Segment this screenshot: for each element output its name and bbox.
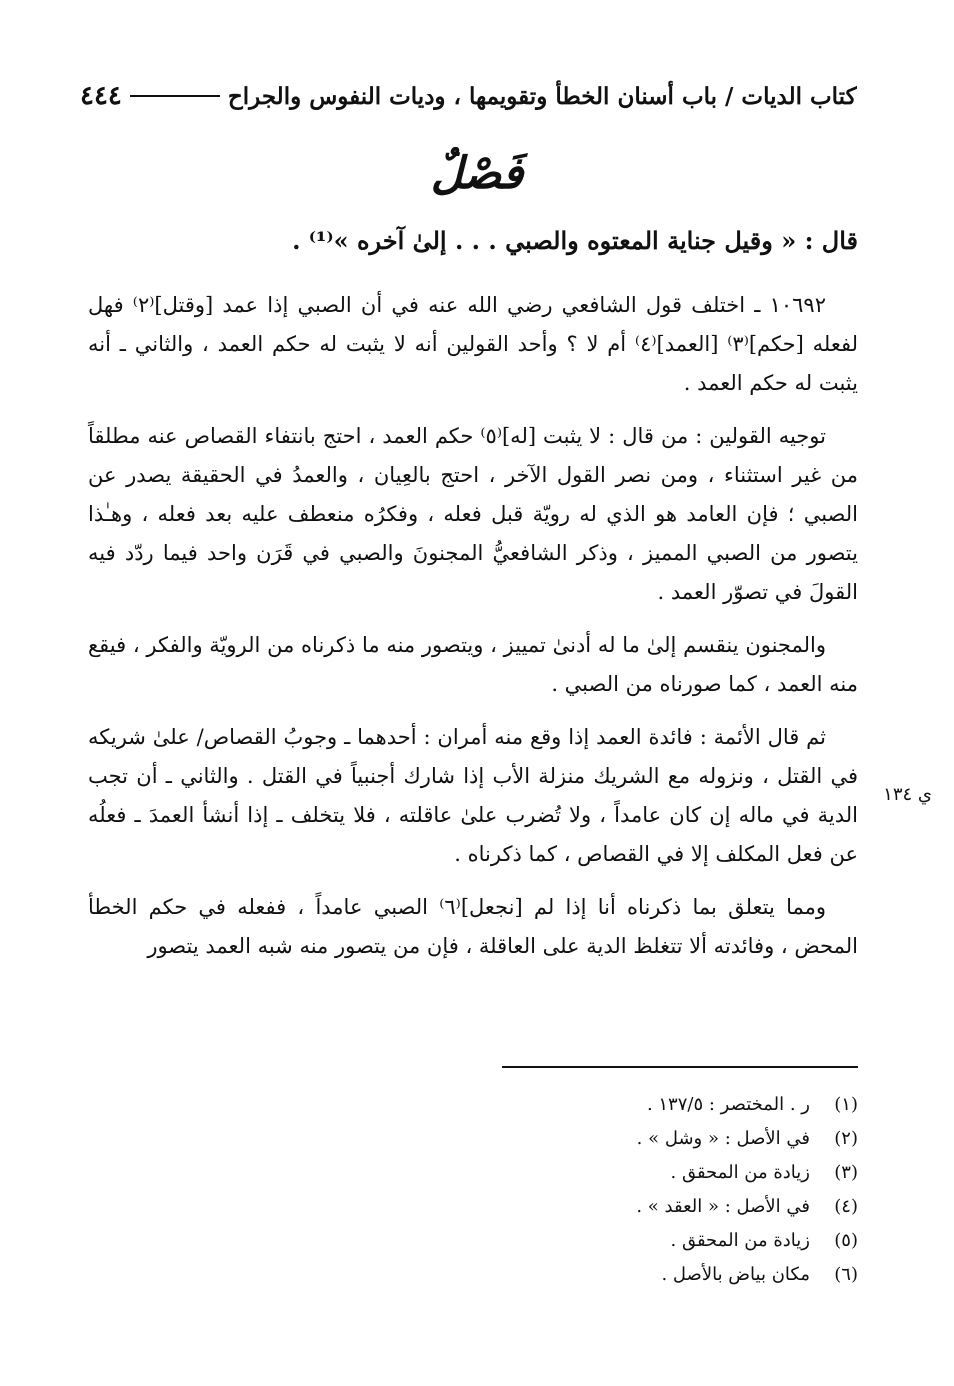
- footnote-number: (٦): [834, 1264, 858, 1285]
- footnote-number: (١): [834, 1094, 858, 1115]
- paragraph: والمجنون ينقسم إلىٰ ما له أدنىٰ تمييز ، ويتصور منه ما ذكرناه من الرويّة والفكر ، فيقع منه العمد ، كما صورناه من الصبي .: [88, 633, 858, 696]
- footnote-text: في الأصل : « العقد » .: [636, 1196, 810, 1217]
- body-text: [88, 286, 858, 980]
- running-title: كتاب الديات / باب أسنان الخطأ وتقويمها ، وديات النفوس والجراح: [227, 82, 857, 110]
- footnote-text: في الأصل : « وشل » .: [636, 1128, 810, 1149]
- footnote-item: [358, 1088, 858, 1122]
- manuscript-margin-note: ي ١٣٤: [883, 784, 932, 805]
- footnote-text: ر . المختصر : ١٣٧/٥ .: [646, 1094, 810, 1115]
- footnote-divider: [502, 1066, 858, 1068]
- footnote-item: [358, 1258, 858, 1292]
- footnote-text: مكان بياض بالأصل .: [661, 1264, 810, 1285]
- footnote-number: (٥): [834, 1230, 858, 1251]
- footnotes-list: [358, 1088, 858, 1292]
- footnote-number: (٣): [834, 1162, 858, 1183]
- paragraph: ١٠٦٩٢ ـ اختلف قول الشافعي رضي الله عنه في أن الصبي إذا عمد [وقتل]⁽٢⁾ فهل لفعله [حكم]⁽٣⁾ [العمد]⁽٤⁾ أم لا ؟ وأحد القولين أنه لا يثبت له حكم العمد ، والثاني ـ أنه يثبت له حكم العمد .: [88, 293, 858, 395]
- paragraph: ومما يتعلق بما ذكرناه أنا إذا لم [نجعل]⁽٦⁾ الصبي عامداً ، ففعله في حكم الخطأ المحض ، وفائدته ألا تتغلظ الدية على العاقلة ، فإن من يتصور منه شبه العمد يتصور: [88, 895, 858, 958]
- footnote-number: (٤): [834, 1196, 858, 1217]
- footnote-item: [358, 1156, 858, 1190]
- page-number: ٤٤٤: [80, 81, 122, 111]
- quoted-text-line: قال : « وقيل جناية المعتوه والصبي . . . إلىٰ آخره »⁽¹⁾ .: [292, 226, 858, 255]
- footnote-text: زيادة من المحقق .: [670, 1162, 810, 1183]
- paragraph: ثم قال الأئمة : فائدة العمد إذا وقع منه أمران : أحدهما ـ وجوبُ القصاص/ علىٰ شريكه في القتل ، ونزوله مع الشريك منزلة الأب إذا شارك أجنبياً في القتل . والثاني ـ أن تجب الدية في ماله إن كان عامداً ، ولا تُضرب علىٰ عاقلته ، فلا يتخلف ـ إذا أنشأ العمدَ ـ فعلُه عن فعل المكلف إلا في القصاص ، كما ذكرناه .: [88, 725, 858, 866]
- footnote-item: [358, 1190, 858, 1224]
- footnote-item: [358, 1122, 858, 1156]
- section-heading: فَصْلٌ: [430, 148, 524, 199]
- paragraph: توجيه القولين : من قال : لا يثبت [له]⁽٥⁾ حكم العمد ، احتج بانتفاء القصاص عنه مطلقاً من غير استثناء ، ومن نصر القول الآخر ، احتج بالعِيان ، والعمدُ في الحقيقة يصدر عن الصبي ؛ فإن العامد هو الذي له رويّة قبل فعله ، وفكرُه منعطف عليه بعد فعله ، وهـٰذا يتصور من الصبي المميز ، وذكر الشافعيُّ المجنونَ والصبي في قَرَن واحد فيما ردّد فيه القولَ في تصوّر العمد .: [88, 424, 858, 604]
- footnote-item: [358, 1224, 858, 1258]
- page-header: [80, 76, 860, 116]
- footnote-text: زيادة من المحقق .: [670, 1230, 810, 1251]
- footnote-number: (٢): [834, 1128, 858, 1149]
- header-rule: [130, 95, 220, 97]
